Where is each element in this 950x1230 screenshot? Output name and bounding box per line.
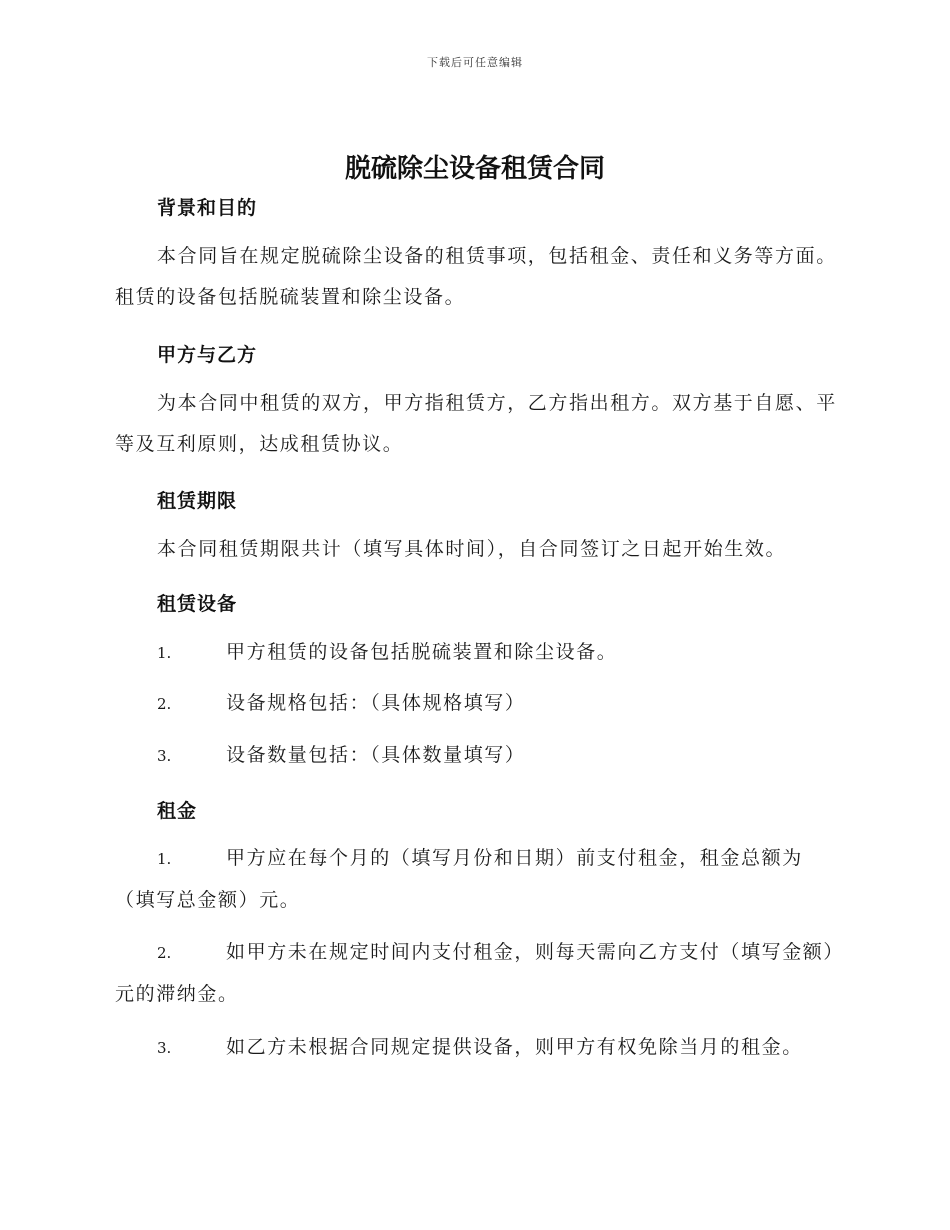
paragraph-term: 本合同租赁期限共计（填写具体时间），自合同签订之日起开始生效。 — [157, 538, 787, 560]
heading-parties: 甲方与乙方 — [157, 344, 258, 366]
list-number: 3. — [157, 1039, 172, 1057]
list-text: 甲方租赁的设备包括脱硫装置和除尘设备。 — [226, 641, 618, 663]
heading-rent: 租金 — [157, 800, 198, 822]
list-text: 设备数量包括：（具体数量填写） — [226, 744, 526, 766]
list-number: 1. — [157, 850, 172, 868]
document-title: 脱硫除尘设备租赁合同 — [344, 154, 605, 184]
list-item-equipment-2 — [115, 683, 837, 725]
list-number: 2. — [157, 695, 172, 713]
list-text: 如甲方未在规定时间内支付租金，则每天需向乙方支付（填写金额）元的滞纳金。 — [115, 941, 835, 1005]
list-item-equipment-1 — [115, 632, 837, 674]
list-number: 2. — [157, 944, 172, 962]
paragraph-parties: 为本合同中租赁的双方，甲方指租赁方，乙方指出租方。双方基于自愿、平等及互利原则，达成租赁协议。 — [115, 392, 837, 455]
heading-term: 租赁期限 — [157, 490, 238, 512]
list-number: 3. — [157, 747, 172, 765]
list-item-rent-2 — [115, 932, 837, 1015]
list-text: 设备规格包括：（具体规格填写） — [226, 692, 526, 714]
paragraph-background: 本合同旨在规定脱硫除尘设备的租赁事项，包括租金、责任和义务等方面。租赁的设备包括脱硫装置和除尘设备。 — [115, 245, 837, 308]
list-item-rent-3 — [115, 1027, 837, 1069]
list-number: 1. — [157, 644, 172, 662]
header-note: 下载后可任意编辑 — [427, 56, 523, 69]
list-text: 甲方应在每个月的（填写月份和日期）前支付租金，租金总额为（填写总金额）元。 — [115, 847, 803, 911]
heading-background: 背景和目的 — [157, 197, 258, 219]
list-item-equipment-3 — [115, 735, 837, 777]
list-text: 如乙方未根据合同规定提供设备，则甲方有权免除当月的租金。 — [226, 1036, 803, 1058]
heading-equipment: 租赁设备 — [157, 593, 238, 615]
list-item-rent-1 — [115, 838, 837, 921]
